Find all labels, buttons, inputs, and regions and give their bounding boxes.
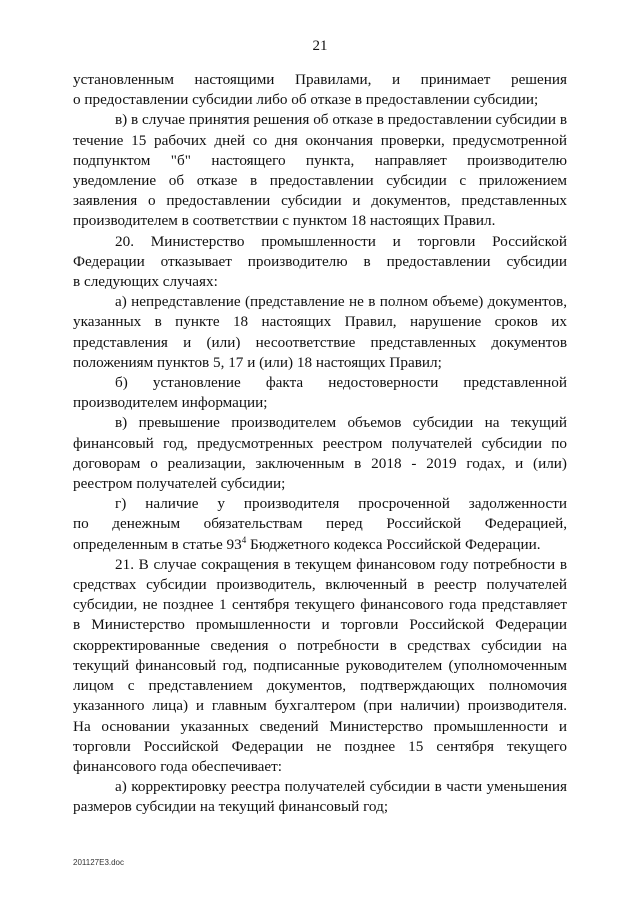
paragraph-continuation [73, 70, 567, 110]
text-line: представления и (или) несоответствие представленных документов [73, 333, 567, 351]
paragraph-item-v [73, 110, 567, 231]
text-line: положениям пунктов 5, 17 и (или) 18 настоящих Правил; [73, 353, 442, 371]
text-line: 21. В случае сокращения в текущем финансовом году потребности в [115, 555, 567, 573]
text-line: о предоставлении субсидии либо об отказе в предоставлении субсидии; [73, 91, 539, 109]
text-line: 20. Министерство промышленности и торговли Российской [115, 232, 567, 250]
text-line: размеров субсидии на текущий финансовый год; [73, 798, 389, 816]
text-line: в Министерство промышленности и торговли Российской Федерации [73, 616, 567, 634]
footer-file-code: 201127E3.doc [73, 858, 125, 867]
text-line: реестром получателей субсидии; [73, 475, 286, 493]
text-fragment: Бюджетного кодекса Российской Федерации. [246, 535, 541, 553]
text-line: течение 15 рабочих дней со дня окончания проверки, предусмотренной [73, 131, 567, 149]
text-line: На основании указанных сведений Министерство промышленности и [73, 717, 567, 735]
paragraph-item-g [73, 494, 567, 555]
text-line: средствах субсидии производитель, включенный в реестр получателей [73, 576, 567, 594]
superscript-number: 4 [241, 534, 247, 545]
paragraph-item-a [73, 292, 567, 373]
text-line: г) наличие у производителя просроченной задолженности [115, 495, 567, 513]
text-line: а) непредставление (представление не в полном объеме) документов, [115, 293, 567, 311]
text-line: а) корректировку реестра получателей субсидии в части уменьшения [115, 778, 567, 796]
text-line: торговли Российской Федерации не позднее 15 сентября текущего [73, 737, 567, 755]
paragraph-point-21 [73, 555, 567, 777]
text-fragment: определенным в статье 93 [73, 535, 242, 553]
document-body [73, 70, 567, 818]
page-number: 21 [312, 38, 328, 54]
paragraph-item-b [73, 373, 567, 413]
text-line: текущий финансовый год, подписанные руководителем (уполномоченным [73, 656, 567, 674]
text-line: по денежным обязательствам перед Российской Федерацией, [73, 515, 567, 533]
paragraph-point-20 [73, 232, 567, 293]
text-line: установленным настоящими Правилами, и принимает решения [73, 71, 567, 88]
paragraph-item-a2 [73, 777, 567, 817]
text-line: в) превышение производителем объемов субсидии на текущий [115, 414, 567, 432]
text-line: в следующих случаях: [73, 273, 218, 291]
text-line: Федерации отказывает производителю в предоставлении субсидии [73, 252, 567, 270]
text-line: указанного лица) и главным бухгалтером (при наличии) производителя. [73, 697, 567, 715]
text-line: субсидии, не позднее 1 сентября текущего финансового года представляет [73, 596, 567, 614]
text-line: финансового года обеспечивает: [73, 757, 283, 775]
text-line-with-superscript [73, 535, 567, 555]
text-line: подпунктом "б" настоящего пункта, направляет производителю [73, 151, 567, 169]
text-line: производителем информации; [73, 394, 268, 412]
text-line: производителем в соответствии с пунктом 18 настоящих Правил. [73, 212, 496, 230]
paragraph-item-v2 [73, 413, 567, 494]
text-line: скорректированные сведения о потребности в средствах субсидии на [73, 636, 567, 654]
text-line: б) установление факта недостоверности представленной [115, 374, 567, 392]
text-line: в) в случае принятия решения об отказе в предоставлении субсидии в [115, 111, 567, 129]
text-line: договорам о реализации, заключенным в 2018 - 2019 годах, и (или) [73, 454, 567, 472]
text-line: лицом с представлением документов, подтверждающих полномочия [73, 677, 567, 695]
text-line: указанных в пункте 18 настоящих Правил, нарушение сроков их [73, 313, 567, 331]
text-line: уведомление об отказе в предоставлении субсидии с приложением [73, 172, 567, 190]
text-line: финансовый год, предусмотренных реестром получателей субсидии по [73, 434, 567, 452]
text-line: заявления о предоставлении субсидии и документов, представленных [73, 192, 567, 210]
